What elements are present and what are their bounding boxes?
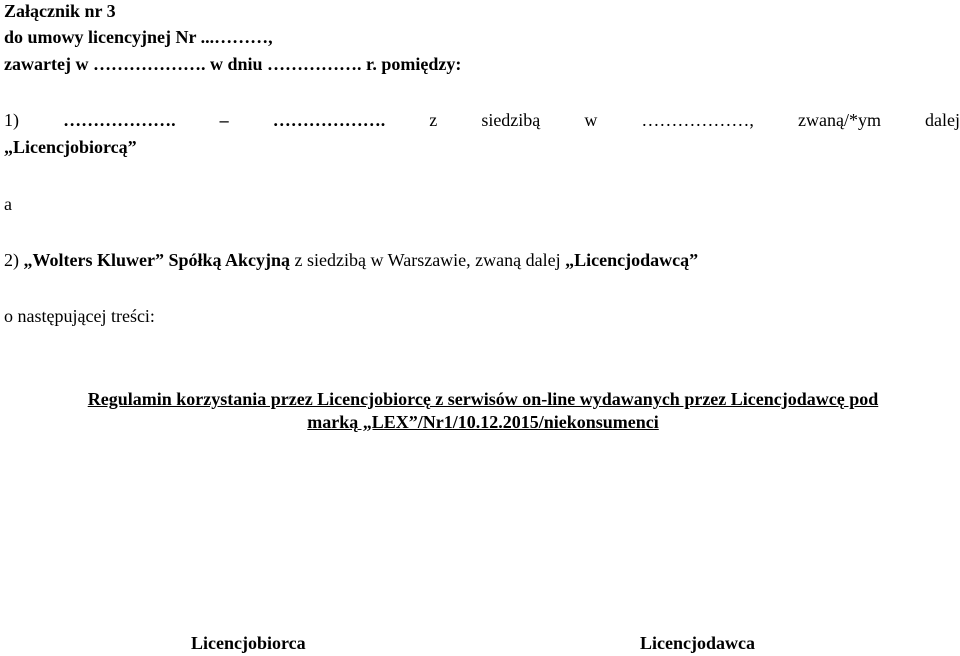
party1-line: [4, 109, 960, 131]
party2-number: 2): [4, 250, 19, 270]
party1-word-named: zwaną/*ym: [797, 110, 881, 130]
party1-location-placeholder: ………………,: [641, 110, 754, 130]
party2-seat: z siedzibą w Warszawie, zwaną dalej: [294, 250, 561, 270]
party1-name-placeholder-2: ……………….: [272, 110, 386, 130]
party1-word-w: w: [584, 110, 598, 130]
party2-role: „Licencjodawcą”: [565, 250, 699, 270]
agreement-concluded-line: zawartej w ………………. w dniu ……………. r. pomiędzy:: [4, 54, 462, 74]
signature-licensor: Licencjodawca: [640, 633, 755, 653]
party2-line: [4, 249, 698, 271]
agreement-reference: do umowy licencyjnej Nr ...………,: [4, 27, 273, 47]
preamble: o następującej treści:: [4, 306, 155, 326]
party1-word-further: dalej: [925, 110, 960, 130]
party1-name-placeholder: ……………….: [63, 110, 176, 130]
party1-dash: –: [219, 110, 229, 130]
party1-word-siedziba: siedzibą: [481, 110, 541, 130]
regulation-title-line-2: marką „LEX”/Nr1/10.12.2015/niekonsumenci: [307, 412, 659, 432]
regulation-title: [0, 388, 960, 434]
party2-name: „Wolters Kluwer” Spółką Akcyjną: [23, 250, 291, 270]
annex-heading: Załącznik nr 3: [4, 1, 116, 21]
conjunction: a: [4, 194, 12, 214]
party1-role: „Licencjobiorcą”: [4, 137, 137, 157]
signature-licensee: Licencjobiorca: [191, 633, 306, 653]
party1-word-z: z: [429, 110, 438, 130]
party1-number: 1): [4, 110, 19, 130]
regulation-title-line-1: Regulamin korzystania przez Licencjobiorcę z serwisów on-line wydawanych przez Licencjodawcę pod: [87, 389, 879, 409]
